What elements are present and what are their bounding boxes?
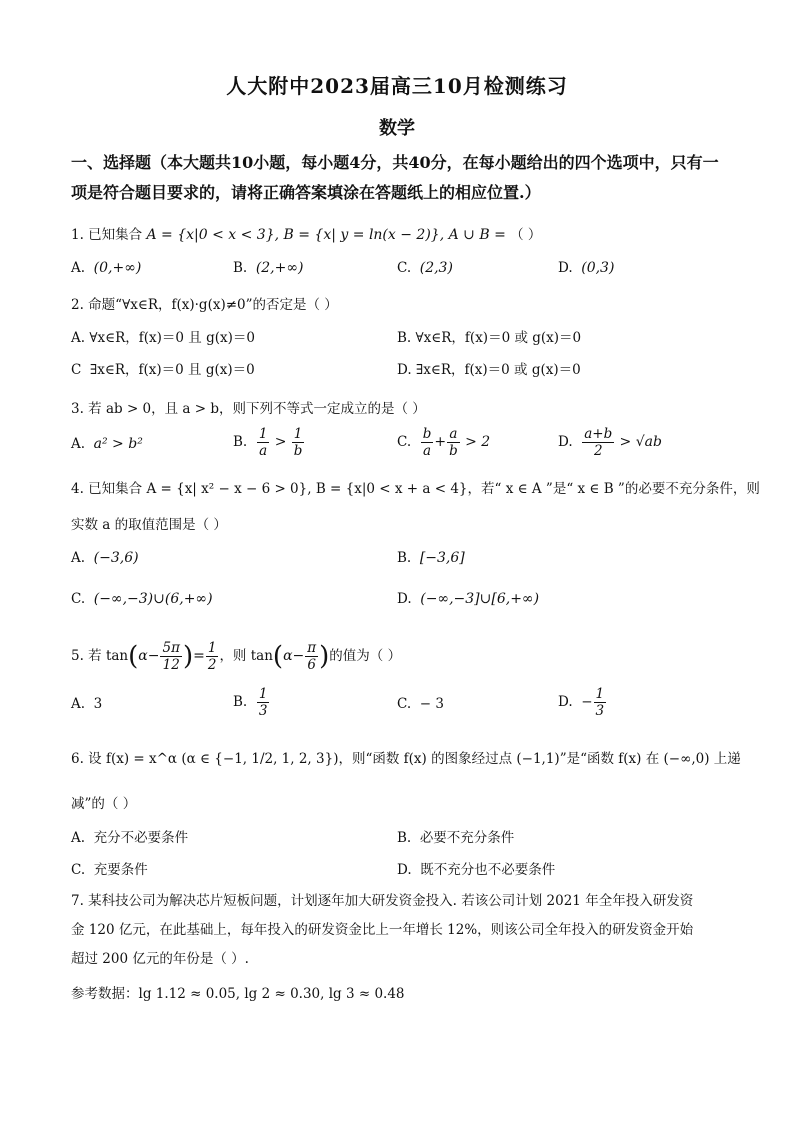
question-3-option-c: C. $\frac{b}{a}$ + $\frac{a}{b}$ > 2 xyxy=(397,426,491,459)
question-2-option-a: A. ∀x∈R，f(x)＝0 且 g(x)＝0 xyxy=(71,330,255,346)
exam-title: 人大附中2023届高三10月检测练习 xyxy=(226,74,568,98)
question-6-option-c: C. 充要条件 xyxy=(71,862,148,878)
question-1-prefix: 1. 已知集合 xyxy=(71,227,143,243)
question-6-option-a: A. 充分不必要条件 xyxy=(71,830,189,846)
exam-subject: 数学 xyxy=(379,118,415,139)
question-7-stem-line1: 7. 某科技公司为解决芯片短板问题，计划逐年加大研发资金投入. 若该公司计划 2021 年全年投入研发资 xyxy=(71,893,694,909)
question-5-option-d: D. − $\frac{1}{3}$ xyxy=(558,686,605,719)
question-4-option-d: D. (−∞,−3]∪[6,+∞) xyxy=(397,591,540,607)
fraction: $\frac{1}{b}$ xyxy=(293,426,303,459)
question-3-option-d: D. $\frac{a+b}{2}$ > √ab xyxy=(558,426,662,459)
question-7-stem-line2: 金 120 亿元，在此基础上，每年投入的研发资金比上一年增长 12%，则该公司全年投入的研发资金开始 xyxy=(71,922,694,938)
fraction: $\frac{a+b}{2}$ xyxy=(584,426,613,459)
question-1-stem xyxy=(71,224,731,246)
question-1-option-c: C. (2,3) xyxy=(397,260,453,276)
fraction: $\frac{1}{3}$ xyxy=(595,686,605,719)
question-1-blank: （ ） xyxy=(510,227,542,243)
question-1-math: A = {x|0 < x < 3}, B = {x| y = ln(x − 2)}, A ∪ B = xyxy=(146,227,506,243)
question-2-stem: 2. 命题“∀x∈R，f(x)·g(x)≠0”的否定是（ ） xyxy=(71,297,338,313)
question-6-stem-line2: 减”的（ ） xyxy=(71,796,137,812)
fraction: $\frac{1}{a}$ xyxy=(258,426,268,459)
question-4-option-c: C. (−∞,−3)∪(6,+∞) xyxy=(71,591,213,607)
question-4-stem-line1: 4. 已知集合 A = {x| x² − x − 6 > 0}, B = {x|0 < x + a < 4}，若“ x ∈ A ”是“ x ∈ B ”的必要不充分条件，则 xyxy=(71,481,760,497)
fraction: $\frac{1}{3}$ xyxy=(258,686,268,719)
question-5-option-b: B. $\frac{1}{3}$ xyxy=(233,686,268,719)
fraction: $\frac{1}{2}$ xyxy=(207,640,217,673)
fraction: $\frac{5\pi}{12}$ xyxy=(162,640,180,673)
question-2-option-d: D. ∃x∈R，f(x)＝0 或 g(x)＝0 xyxy=(397,362,581,378)
question-4-option-a: A. (−3,6) xyxy=(71,550,139,566)
question-7-reference-data: 参考数据：lg 1.12 ≈ 0.05, lg 2 ≈ 0.30, lg 3 ≈ 0.48 xyxy=(71,986,405,1002)
question-5-option-c: C. − 3 xyxy=(397,696,444,712)
question-4-stem-line2: 实数 a 的取值范围是（ ） xyxy=(71,517,227,533)
section-heading: 一、选择题（本大题共10小题，每小题4分，共40分，在每小题给出的四个选项中，只有一项是符合题目要求的，请将正确答案填涂在答题纸上的相应位置.） xyxy=(71,153,719,202)
fraction: $\frac{a}{b}$ xyxy=(449,426,458,459)
question-1-option-b: B. (2,+∞) xyxy=(233,260,304,276)
question-2-option-b: B. ∀x∈R，f(x)＝0 或 g(x)＝0 xyxy=(397,330,582,346)
question-1-option-d: D. (0,3) xyxy=(558,260,615,276)
question-1-option-a: A. (0,+∞) xyxy=(71,260,142,276)
question-6-option-d: D. 既不充分也不必要条件 xyxy=(397,862,556,878)
question-5-option-a: A. 3 xyxy=(71,696,103,712)
question-4-option-b: B. [−3,6] xyxy=(397,550,465,566)
fraction: $\frac{\pi}{6}$ xyxy=(307,640,317,673)
question-6-option-b: B. 必要不充分条件 xyxy=(397,830,515,846)
question-3-option-a: A. a² > b² xyxy=(71,436,143,452)
question-6-stem-line1: 6. 设 f(x) = x^α (α ∈ {−1, 1/2, 1, 2, 3})，则“函数 f(x) 的图象经过点 (−1,1)”是“函数 f(x) 在 (−∞,0) 上递 xyxy=(71,751,741,767)
fraction: $\frac{b}{a}$ xyxy=(422,426,432,459)
question-7-stem-line3: 超过 200 亿元的年份是（ ）. xyxy=(71,951,249,967)
question-3-stem: 3. 若 ab > 0，且 a > b，则下列不等式一定成立的是（ ） xyxy=(71,401,426,417)
question-2-option-c: C ∃x∈R，f(x)＝0 且 g(x)＝0 xyxy=(71,362,255,378)
question-5-stem: 5. 若 tan(α− $\frac{5\pi}{12}$ )= $\frac{1}{2}$ ，则 tan(α− $\frac{\pi}{6}$ )的值为（ ） xyxy=(71,640,402,673)
question-3-option-b: B. $\frac{1}{a}$ > $\frac{1}{b}$ xyxy=(233,426,303,459)
